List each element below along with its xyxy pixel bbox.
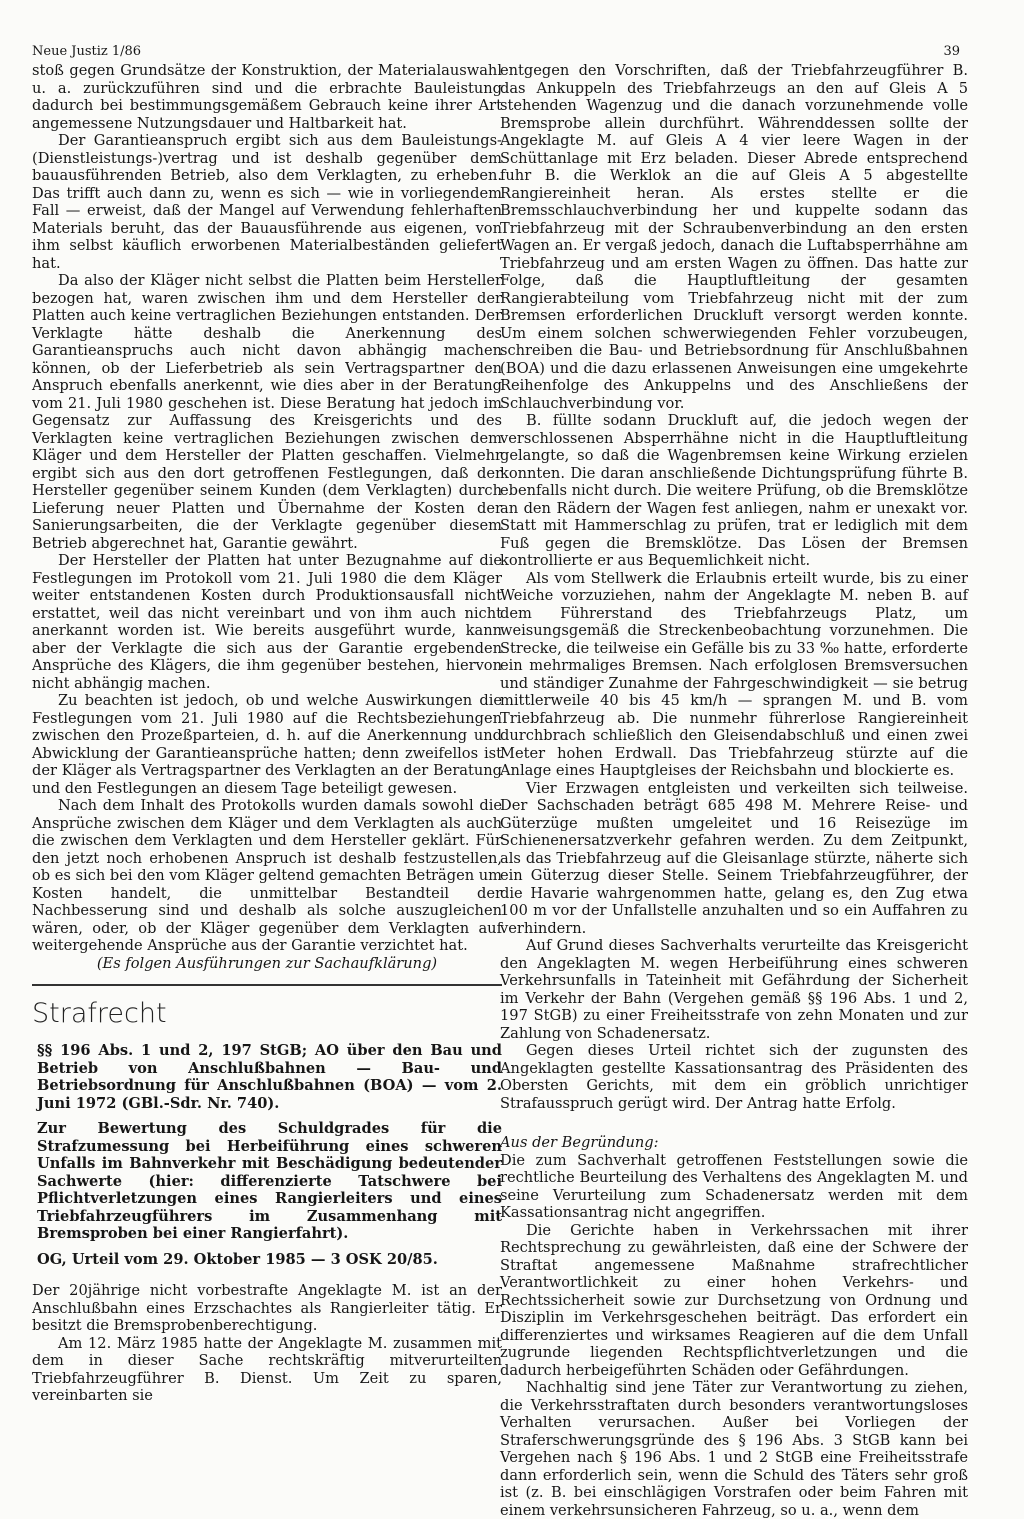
section-title: Strafrecht: [32, 998, 167, 1029]
paragraph: entgegen den Vorschriften, daß der Triebfahrzeugführer B. das Ankuppeln des Triebfahrzeugs an den auf Gleis A 5 stehenden Wagenzug und die danach vorzunehmende volle Bremsprobe allein durchführt. Währenddessen sollte der Angeklagte M. auf Gleis A 4 vier leere Wagen in der Schüttanlage mit Erz beladen. Dieser Abrede entsprechend fuhr B. die Werklok an die auf Gleis A 5 abgestellte Rangiereinheit heran. Als erstes stellte er die Bremsschlauchverbindung her und kuppelte sodann das Triebfahrzeug mit der Schraubenverbindung an den ersten Wagen an. Er vergaß jedoch, danach die Luftabsperrhähne am Triebfahrzeug und am ersten Wagen zu öffnen. Das hatte zur Folge, daß die Hauptluftleitung der gesamten Rangierabteilung vom Triebfahrzeug nicht mit der zum Bremsen erforderlichen Druckluft versorgt werden konnte. Um einem solchen schwerwiegenden Fehler vorzubeugen, schreiben die Bau- und Betriebsordnung für Anschlußbahnen (BOA) und die dazu erlassenen Anweisungen eine umgekehrte Reihenfolge des Ankuppelns und des Anschließens der Schlauchverbindung vor.: [500, 62, 968, 412]
paragraph: Die Gerichte haben in Verkehrssachen mit ihrer Rechtsprechung zu gewährleisten, daß eine der Schwere der Straftat angemessene Maßnahme strafrechtlicher Verantwortlichkeit zu einer hohen Verkehrs- und Rechtssicherheit sowie zur Durchsetzung von Ordnung und Disziplin im Verkehrsgeschehen beiträgt. Das erfordert ein differenziertes und wirksames Reagieren auf die dem Unfall zugrunde liegenden Rechtspflichtverletzungen und die dadurch herbeigeführten Schäden oder Gefährdungen.: [500, 1221, 968, 1379]
paragraph: Vier Erzwagen entgleisten und verkeilten sich teilweise. Der Sachschaden beträgt 685 498 M. Mehrere Reise- und Güterzüge mußten umgeleitet und 16 Reisezüge im Schienenersatzverkehr gefahren werden. Zu dem Zeitpunkt, als das Triebfahrzeug auf die Gleisanlage stürzte, näherte sich ein Güterzug dieser Stelle. Seinem Triebfahrzeugführer, der die Havarie wahrgenommen hatte, gelang es, den Zug etwa 100 m vor der Unfallstelle anzuhalten und so ein Auffahren zu verhindern.: [500, 779, 968, 937]
paragraph: Als vom Stellwerk die Erlaubnis erteilt wurde, bis zu einer Weiche vorzuziehen, nahm der Angeklagte M. neben B. auf dem Führerstand des Triebfahrzeugs Platz, um weisungsgemäß die Streckenbeobachtung vorzunehmen. Die Strecke, die teilweise ein Gefälle bis zu 33 ‰ hatte, erforderte ein mehrmaliges Bremsen. Nach erfolglosen Bremsversuchen und ständiger Zunahme der Fahrgeschwindigkeit — sie betrug mittlerweile 40 bis 45 km/h — sprangen M. und B. vom Triebfahrzeug ab. Die nunmehr führerlose Rangiereinheit durchbrach schließlich den Gleisendabschluß und einen zwei Meter hohen Erdwall. Das Triebfahrzeug stürzte auf die Anlage eines Hauptgleises der Reichsbahn und blockierte es.: [500, 569, 968, 779]
paragraph: B. füllte sodann Druckluft auf, die jedoch wegen der verschlossenen Absperrhähne nicht in die Hauptluftleitung gelangte, so daß die Wagenbremsen keine Wirkung erzielen konnten. Die daran anschließende Dichtungsprüfung führte B. ebenfalls nicht durch. Die weitere Prüfung, ob die Bremsklötze an den Rädern der Wagen fest anliegen, nahm er unexakt vor. Statt mit Hammerschlag zu prüfen, trat er lediglich mit dem Fuß gegen die Bremsklötze. Das Lösen der Bremsen kontrollierte er aus Bequemlichkeit nicht.: [500, 412, 968, 569]
headnote: Zur Bewertung des Schuldgrades für die Strafzumessung bei Herbeiführung eines schweren Unfalls im Bahnverkehr mit Beschädigung bedeutender Sachwerte (hier: differenzierte Tatschwere bei Pflichtverletzungen eines Rangierleiters und eines Triebfahrzeugführers im Zusammenhang mit Bremsproben bei einer Rangierfahrt).: [37, 1120, 502, 1242]
page-header: [32, 38, 960, 62]
paragraph: Der Garantieanspruch ergibt sich aus dem Bauleistungs-(Dienstleistungs-)vertrag und ist deshalb gegenüber dem bauausführenden Betrieb, also dem Verklagten, zu erheben. Das trifft auch dann zu, wenn es sich — wie in vorliegendem Fall — erweist, daß der Mangel auf Verwendung fehlerhaften Materials beruht, das der Bauausführende aus eigenen, von ihm selbst käuflich erworbenen Materialbeständen geliefert hat.: [32, 132, 502, 272]
paragraph: Gegen dieses Urteil richtet sich der zugunsten des Angeklagten gestellte Kassationsantrag des Präsidenten des Obersten Gerichts, mit dem ein gröblich unrichtiger Strafausspruch gerügt wird. Der Antrag hatte Erfolg.: [500, 1042, 968, 1112]
subheading: Aus der Begründung:: [500, 1134, 659, 1151]
section-divider: [32, 984, 502, 1030]
paragraph: Am 12. März 1985 hatte der Angeklagte M. zusammen mit dem in dieser Sache rechtskräftig mitverurteilten Triebfahrzeugführer B. Dienst. Um Zeit zu sparen, vereinbarten sie: [32, 1334, 502, 1404]
paragraph: stoß gegen Grundsätze der Konstruktion, der Materialauswahl u. a. zurückzuführen sind und die erbrachte Bauleistung dadurch bei bestimmungsgemäßem Gebrauch keine ihrer Art angemessene Nutzungsdauer und Haltbarkeit hat.: [32, 62, 502, 132]
norms-cited: §§ 196 Abs. 1 und 2, 197 StGB; AO über den Bau und Betrieb von Anschlußbahnen — Bau- und Betriebsordnung für Anschlußbahnen (BOA) — vom 2. Juni 1972 (GBl.-Sdr. Nr. 740).: [37, 1042, 502, 1112]
paragraph: Auf Grund dieses Sachverhalts verurteilte das Kreisgericht den Angeklagten M. wegen Herbeiführung eines schweren Verkehrsunfalls in Tateinheit mit Gefährdung der Sicherheit im Verkehr der Bahn (Vergehen gemäß §§ 196 Abs. 1 und 2, 197 StGB) zu einer Freiheitsstrafe von zehn Monaten und zur Zahlung von Schadenersatz.: [500, 937, 968, 1042]
journal-title: Neue Justiz 1/86: [32, 44, 142, 59]
left-column: [32, 62, 502, 1405]
paragraph: Da also der Kläger nicht selbst die Platten beim Hersteller bezogen hat, waren zwischen ihm und dem Hersteller der Platten auch keine vertraglichen Beziehungen entstanden. Der Verklagte hätte deshalb die Anerkennung des Garantieanspruchs auch nicht davon abhängig machen können, ob der Lieferbetrieb als sein Vertragspartner den Anspruch ebenfalls anerkennt, wie dies aber in der Beratung vom 21. Juli 1980 geschehen ist. Diese Beratung hat jedoch im Gegensatz zur Auffassung des Kreisgerichts und des Verklagten keine vertraglichen Beziehungen zwischen dem Kläger und dem Hersteller der Platten geschaffen. Vielmehr ergibt sich aus den dort getroffenen Festlegungen, daß der Hersteller gegenüber seinem Kunden (dem Verklagten) durch Lieferung neuer Platten und Übernahme der Kosten der Sanierungsarbeiten, die der Verklagte gegenüber diesem Betrieb abgerechnet hat, Garantie gewährt.: [32, 272, 502, 552]
paragraph: Der 20jährige nicht vorbestrafte Angeklagte M. ist an der Anschlußbahn eines Erzschachtes als Rangierleiter tätig. Er besitzt die Bremsprobenberechtigung.: [32, 1282, 502, 1334]
page-number: 39: [943, 44, 960, 59]
decision-citation: OG, Urteil vom 29. Oktober 1985 — 3 OSK 20/85.: [37, 1250, 438, 1268]
paragraph: Die zum Sachverhalt getroffenen Feststellungen sowie die rechtliche Beurteilung des Verhaltens des Angeklagten M. und seine Verurteilung zum Schadenersatz werden mit dem Kassationsantrag nicht angegriffen.: [500, 1151, 968, 1221]
editorial-note: (Es folgen Ausführungen zur Sachaufklärung): [96, 954, 438, 972]
paragraph: Nachhaltig sind jene Täter zur Verantwortung zu ziehen, die Verkehrsstraftaten durch besonders verantwortungsloses Verhalten verursachen. Außer bei Vorliegen der Straferschwerungsgründe des § 196 Abs. 3 StGB kann bei Vergehen nach § 196 Abs. 1 und 2 StGB eine Freiheitsstrafe dann erforderlich sein, wenn die Schuld des Täters sehr groß ist (z. B. bei einschlägigen Vorstrafen oder beim Fahren mit einem verkehrsunsicheren Fahrzeug, so u. a., wenn dem: [500, 1379, 968, 1519]
paragraph: Nach dem Inhalt des Protokolls wurden damals sowohl die Ansprüche zwischen dem Kläger und dem Verklagten als auch die zwischen dem Verklagten und dem Hersteller geklärt. Für den jetzt noch erhobenen Anspruch ist deshalb festzustellen, ob es sich bei den vom Kläger geltend gemachten Beträgen um Kosten handelt, die unmittelbar Bestandteil der Nachbesserung sind und deshalb als solche auszugleichen wären, oder, ob der Kläger gegenüber dem Verklagten auf weitergehende Ansprüche aus der Garantie verzichtet hat.: [32, 797, 502, 954]
paragraph: Zu beachten ist jedoch, ob und welche Auswirkungen die Festlegungen vom 21. Juli 1980 auf die Rechtsbeziehungen zwischen den Prozeßparteien, d. h. auf die Anerkennung und Abwicklung der Garantieansprüche hatten; denn zweifellos ist der Kläger als Vertragspartner des Verklagten an der Beratung und den Festlegungen an diesem Tage beteiligt gewesen.: [32, 692, 502, 797]
right-column: [500, 62, 968, 1519]
paragraph: Der Hersteller der Platten hat unter Bezugnahme auf die Festlegungen im Protokoll vom 21. Juli 1980 die dem Kläger weiter entstandenen Kosten durch Produktionsausfall nicht erstattet, weil das nicht vereinbart und von ihm auch nicht anerkannt worden ist. Wie bereits ausgeführt wurde, kann aber der Verklagte die sich aus der Garantie ergebenden Ansprüche des Klägers, die ihm gegenüber bestehen, hiervon nicht abhängig machen.: [32, 552, 502, 692]
